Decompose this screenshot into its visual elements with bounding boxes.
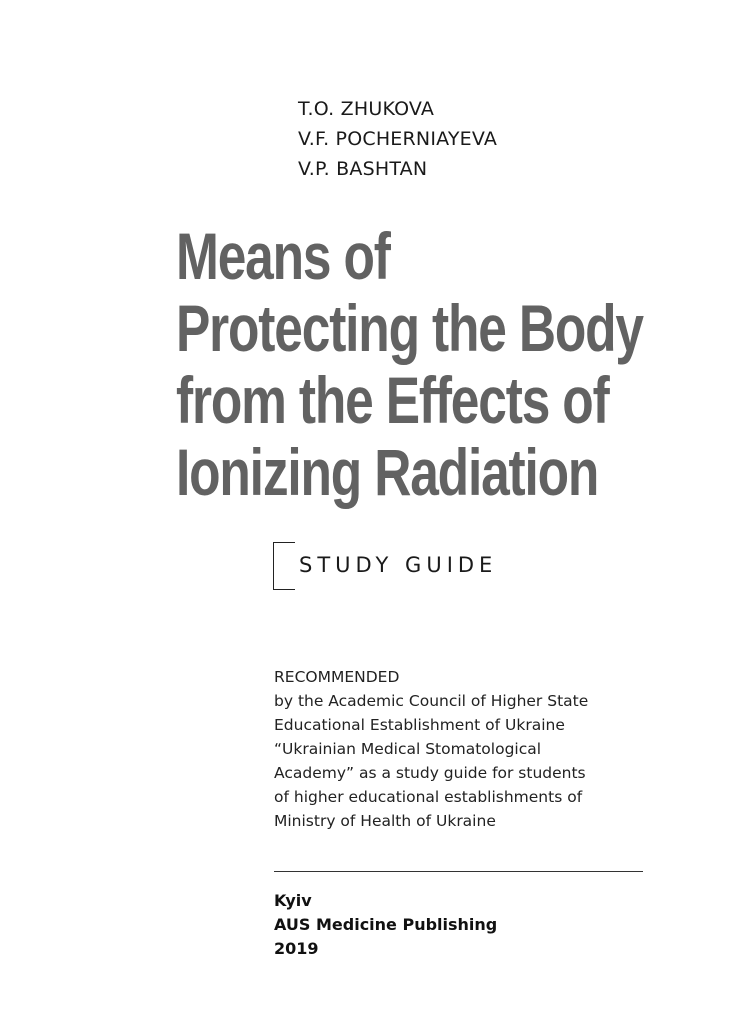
recommendation-text [274,665,654,833]
recommendation-line: by the Academic Council of Higher State [274,692,589,710]
bracket-decoration [273,542,295,590]
recommendation-line: Educational Establishment of Ukraine [274,716,565,734]
author-name: T.O. ZHUKOVA [298,98,435,120]
title-line: from the Effects of [176,363,609,437]
author-name: V.P. BASHTAN [298,158,428,180]
study-guide-label: STUDY GUIDE [299,553,498,577]
horizontal-divider [274,871,643,872]
recommendation-line: of higher educational establishments of [274,788,583,806]
author-name: V.F. POCHERNIAYEVA [298,128,498,150]
title-line: Means of [176,219,390,293]
author-list [298,94,497,184]
recommendation-line: Academy” as a study guide for students [274,764,586,782]
recommendation-line: Ministry of Health of Ukraine [274,812,496,830]
publisher-block [274,889,497,961]
publisher-city: Kyiv [274,891,312,910]
recommendation-line: RECOMMENDED [274,668,400,686]
title-line: Protecting the Body [176,291,643,365]
publisher-name: AUS Medicine Publishing [274,915,498,934]
recommendation-line: “Ukrainian Medical Stomatological [274,740,542,758]
publication-year: 2019 [274,939,319,958]
book-title [176,219,643,509]
title-line: Ionizing Radiation [176,435,599,509]
